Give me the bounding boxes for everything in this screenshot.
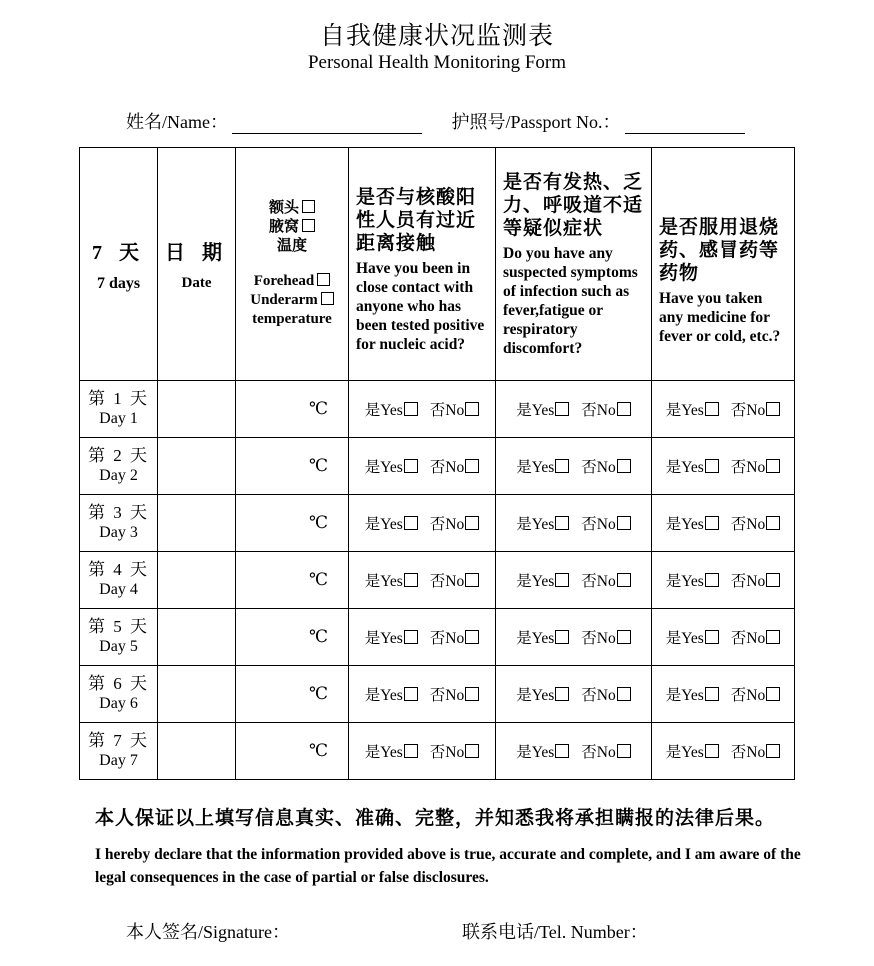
no-option[interactable] (430, 744, 479, 761)
date-cell[interactable] (158, 438, 236, 495)
yes-checkbox[interactable] (555, 687, 569, 701)
yes-label: 是Yes (364, 459, 403, 476)
day-label-cn: 第 5 天 (88, 617, 149, 636)
no-label: 否No (730, 573, 766, 590)
contact-answer-cell (349, 552, 496, 609)
no-checkbox[interactable] (617, 402, 631, 416)
yes-label: 是Yes (516, 687, 555, 704)
contact-answer-cell (349, 609, 496, 666)
no-option[interactable] (430, 459, 479, 476)
yes-checkbox[interactable] (555, 630, 569, 644)
no-checkbox[interactable] (465, 516, 479, 530)
yes-label: 是Yes (516, 402, 555, 419)
contact-answer-cell (349, 381, 496, 438)
yes-label: 是Yes (364, 687, 403, 704)
no-checkbox[interactable] (617, 573, 631, 587)
no-label: 否No (730, 459, 766, 476)
yes-label: 是Yes (364, 744, 403, 761)
yes-checkbox[interactable] (404, 573, 418, 587)
passport-field[interactable] (625, 113, 745, 134)
symptom-answer-cell (496, 495, 652, 552)
date-header (158, 148, 236, 381)
no-option[interactable] (581, 516, 630, 533)
day-cell (80, 609, 158, 666)
name-field[interactable] (232, 113, 422, 134)
symptom-answer-cell (496, 438, 652, 495)
no-checkbox[interactable] (766, 516, 780, 530)
contact-answer-cell (349, 723, 496, 780)
yes-option[interactable] (666, 744, 719, 761)
no-label: 否No (730, 630, 766, 647)
medicine-question-cn: 是否服用退烧药、感冒药等药物 (659, 217, 780, 284)
no-option[interactable] (430, 402, 479, 419)
day-label-en: Day 4 (99, 581, 138, 598)
no-option[interactable] (430, 630, 479, 647)
no-checkbox[interactable] (465, 402, 479, 416)
contact-question-cn: 是否与核酸阳性人员有过近距离接触 (356, 187, 477, 254)
table-row (80, 495, 795, 552)
contact-question-en: Have you been in close contact with anyone who has been tested positive for nucleic acid? (356, 260, 485, 353)
no-option[interactable] (731, 402, 780, 419)
no-option[interactable] (430, 516, 479, 533)
header-row (80, 148, 795, 381)
forehead-en-label: Forehead (253, 273, 315, 289)
underarm-cn-label: 腋窝 (268, 219, 299, 235)
no-option[interactable] (581, 687, 630, 704)
yes-option[interactable] (666, 687, 719, 704)
yes-checkbox[interactable] (705, 744, 719, 758)
day-cell (80, 666, 158, 723)
yes-option[interactable] (365, 630, 418, 647)
yes-option[interactable] (516, 687, 569, 704)
no-option[interactable] (731, 687, 780, 704)
yes-checkbox[interactable] (555, 402, 569, 416)
table-row (80, 723, 795, 780)
day-cell (80, 381, 158, 438)
date-cell[interactable] (158, 552, 236, 609)
day-cell (80, 438, 158, 495)
celsius-unit: ℃ (308, 513, 328, 532)
yes-label: 是Yes (516, 573, 555, 590)
day-cell (80, 495, 158, 552)
temperature-cell[interactable] (236, 381, 349, 438)
yes-label: 是Yes (665, 573, 704, 590)
forehead-cn-label: 额头 (268, 200, 299, 216)
temperature-en-label: temperature (252, 311, 332, 327)
identity-row (126, 108, 745, 134)
symptom-answer-cell (496, 723, 652, 780)
contact-answer-cell (349, 666, 496, 723)
temperature-cell[interactable] (236, 609, 349, 666)
symptom-answer-cell (496, 666, 652, 723)
day-label-cn: 第 4 天 (88, 560, 149, 579)
symptom-answer-cell (496, 609, 652, 666)
yes-option[interactable] (516, 402, 569, 419)
days-header-cn: 7 天 (92, 241, 145, 264)
yes-label: 是Yes (516, 744, 555, 761)
day-label-en: Day 2 (99, 467, 138, 484)
date-cell[interactable] (158, 666, 236, 723)
temperature-cn-label: 温度 (276, 238, 307, 254)
yes-option[interactable] (365, 687, 418, 704)
yes-label: 是Yes (665, 687, 704, 704)
tel-label: 联系电话/Tel. Number： (462, 922, 648, 942)
no-label: 否No (581, 630, 616, 647)
no-checkbox[interactable] (617, 687, 631, 701)
celsius-unit: ℃ (308, 627, 328, 646)
celsius-unit: ℃ (308, 570, 328, 589)
no-checkbox[interactable] (766, 459, 780, 473)
days-header-en: 7 days (96, 274, 141, 292)
signature-label: 本人签名/Signature： (126, 922, 290, 942)
yes-option[interactable] (365, 573, 418, 590)
table-row (80, 381, 795, 438)
symptom-question-header (496, 148, 652, 381)
no-label: 否No (429, 516, 465, 533)
contact-question-header (349, 148, 496, 381)
no-label: 否No (429, 402, 465, 419)
day-label-en: Day 5 (99, 638, 138, 655)
no-option[interactable] (581, 402, 630, 419)
yes-checkbox[interactable] (705, 630, 719, 644)
yes-checkbox[interactable] (404, 459, 418, 473)
celsius-unit: ℃ (308, 684, 328, 703)
yes-option[interactable] (666, 630, 719, 647)
day-label-en: Day 1 (99, 410, 138, 427)
medicine-answer-cell (652, 609, 795, 666)
yes-checkbox[interactable] (404, 516, 418, 530)
no-label: 否No (581, 573, 616, 590)
day-label-cn: 第 1 天 (88, 389, 149, 408)
yes-label: 是Yes (516, 516, 555, 533)
no-label: 否No (730, 402, 766, 419)
yes-option[interactable] (516, 630, 569, 647)
no-option[interactable] (430, 687, 479, 704)
no-checkbox[interactable] (766, 402, 780, 416)
no-option[interactable] (581, 573, 630, 590)
no-label: 否No (581, 402, 616, 419)
yes-option[interactable] (516, 516, 569, 533)
no-checkbox[interactable] (617, 630, 631, 644)
yes-checkbox[interactable] (705, 402, 719, 416)
contact-answer-cell (349, 495, 496, 552)
yes-checkbox[interactable] (555, 744, 569, 758)
no-label: 否No (429, 573, 465, 590)
date-header-cn: 日 期 (165, 242, 228, 264)
day-label-en: Day 7 (99, 752, 138, 769)
day-label-cn: 第 2 天 (88, 446, 149, 465)
yes-checkbox[interactable] (555, 573, 569, 587)
table-row (80, 666, 795, 723)
form-title-en: Personal Health Monitoring Form (307, 52, 567, 73)
yes-checkbox[interactable] (404, 630, 418, 644)
forehead-en-checkbox[interactable] (317, 273, 330, 286)
medicine-answer-cell (652, 723, 795, 780)
no-checkbox[interactable] (617, 459, 631, 473)
yes-label: 是Yes (516, 630, 555, 647)
forehead-checkbox[interactable] (302, 200, 315, 213)
yes-option[interactable] (516, 573, 569, 590)
celsius-unit: ℃ (308, 741, 328, 760)
no-label: 否No (581, 459, 616, 476)
temperature-cell[interactable] (236, 552, 349, 609)
yes-label: 是Yes (665, 630, 704, 647)
no-checkbox[interactable] (617, 516, 631, 530)
no-option[interactable] (731, 744, 780, 761)
yes-checkbox[interactable] (404, 687, 418, 701)
yes-label: 是Yes (364, 573, 403, 590)
temperature-cell[interactable] (236, 438, 349, 495)
symptom-answer-cell (496, 381, 652, 438)
passport-label: 护照号/Passport No.： (451, 112, 621, 132)
date-cell[interactable] (158, 381, 236, 438)
medicine-answer-cell (652, 495, 795, 552)
no-checkbox[interactable] (465, 687, 479, 701)
declaration-cn: 本人保证以上填写信息真实、准确、完整，并知悉我将承担瞒报的法律后果。 (95, 808, 776, 829)
no-option[interactable] (581, 459, 630, 476)
contact-answer-cell (349, 438, 496, 495)
yes-label: 是Yes (516, 459, 555, 476)
yes-option[interactable] (365, 459, 418, 476)
yes-option[interactable] (666, 402, 719, 419)
celsius-unit: ℃ (308, 399, 328, 418)
underarm-en-checkbox[interactable] (321, 292, 334, 305)
day-label-en: Day 6 (99, 695, 138, 712)
no-checkbox[interactable] (766, 630, 780, 644)
symptom-question-cn: 是否有发热、乏力、呼吸道不适等疑似症状 (503, 171, 644, 239)
medicine-answer-cell (652, 552, 795, 609)
medicine-answer-cell (652, 438, 795, 495)
celsius-unit: ℃ (308, 456, 328, 475)
no-label: 否No (429, 630, 465, 647)
underarm-en-label: Underarm (250, 292, 318, 308)
symptom-question-en: Do you have any suspected symptoms of infection such as fever,fatigue or respiratory discomfort? (503, 244, 638, 357)
no-option[interactable] (581, 744, 630, 761)
yes-option[interactable] (666, 516, 719, 533)
no-checkbox[interactable] (465, 573, 479, 587)
no-label: 否No (581, 516, 616, 533)
date-header-en: Date (181, 275, 212, 291)
no-label: 否No (429, 459, 465, 476)
table-row (80, 609, 795, 666)
temperature-cell[interactable] (236, 666, 349, 723)
day-label-cn: 第 3 天 (88, 503, 149, 522)
no-checkbox[interactable] (465, 630, 479, 644)
yes-checkbox[interactable] (404, 402, 418, 416)
no-option[interactable] (581, 630, 630, 647)
yes-checkbox[interactable] (705, 459, 719, 473)
day-cell (80, 552, 158, 609)
no-label: 否No (730, 687, 766, 704)
no-checkbox[interactable] (766, 573, 780, 587)
declaration-en: I hereby declare that the information provided above is true, accurate and complete, and I am aware of the legal consequences in the case of partial or false disclosures. (95, 846, 801, 886)
no-label: 否No (730, 516, 766, 533)
no-label: 否No (581, 744, 616, 761)
day-cell (80, 723, 158, 780)
yes-checkbox[interactable] (555, 459, 569, 473)
day-label-cn: 第 6 天 (88, 674, 149, 693)
temperature-header (236, 148, 349, 381)
yes-option[interactable] (365, 744, 418, 761)
underarm-checkbox[interactable] (302, 219, 315, 232)
monitoring-table (79, 147, 795, 780)
table-row (80, 552, 795, 609)
yes-label: 是Yes (665, 744, 704, 761)
yes-option[interactable] (365, 516, 418, 533)
yes-label: 是Yes (665, 516, 704, 533)
temperature-cell[interactable] (236, 495, 349, 552)
no-checkbox[interactable] (766, 687, 780, 701)
no-label: 否No (730, 744, 766, 761)
form-title-cn: 自我健康状况监测表 (319, 23, 554, 50)
no-checkbox[interactable] (766, 744, 780, 758)
medicine-question-header (652, 148, 795, 381)
medicine-answer-cell (652, 381, 795, 438)
no-label: 否No (429, 687, 465, 704)
yes-option[interactable] (365, 402, 418, 419)
yes-option[interactable] (666, 573, 719, 590)
no-option[interactable] (430, 573, 479, 590)
no-label: 否No (429, 744, 465, 761)
yes-label: 是Yes (665, 459, 704, 476)
table-row (80, 438, 795, 495)
temperature-cell[interactable] (236, 723, 349, 780)
no-option[interactable] (731, 630, 780, 647)
yes-option[interactable] (666, 459, 719, 476)
yes-option[interactable] (516, 744, 569, 761)
symptom-answer-cell (496, 552, 652, 609)
date-cell[interactable] (158, 723, 236, 780)
yes-label: 是Yes (364, 630, 403, 647)
date-cell[interactable] (158, 495, 236, 552)
no-label: 否No (581, 687, 616, 704)
no-checkbox[interactable] (465, 459, 479, 473)
no-checkbox[interactable] (465, 744, 479, 758)
days-header (80, 148, 158, 381)
date-cell[interactable] (158, 609, 236, 666)
yes-checkbox[interactable] (555, 516, 569, 530)
no-option[interactable] (731, 516, 780, 533)
name-label: 姓名/Name： (126, 112, 228, 132)
yes-checkbox[interactable] (705, 687, 719, 701)
medicine-answer-cell (652, 666, 795, 723)
no-option[interactable] (731, 459, 780, 476)
yes-label: 是Yes (364, 402, 403, 419)
no-checkbox[interactable] (617, 744, 631, 758)
yes-checkbox[interactable] (705, 573, 719, 587)
yes-checkbox[interactable] (705, 516, 719, 530)
medicine-question-en: Have you taken any medicine for fever or cold, etc.? (659, 290, 781, 345)
no-option[interactable] (731, 573, 780, 590)
yes-option[interactable] (516, 459, 569, 476)
yes-checkbox[interactable] (404, 744, 418, 758)
yes-label: 是Yes (364, 516, 403, 533)
day-label-cn: 第 7 天 (88, 731, 149, 750)
day-label-en: Day 3 (99, 524, 138, 541)
yes-label: 是Yes (665, 402, 704, 419)
